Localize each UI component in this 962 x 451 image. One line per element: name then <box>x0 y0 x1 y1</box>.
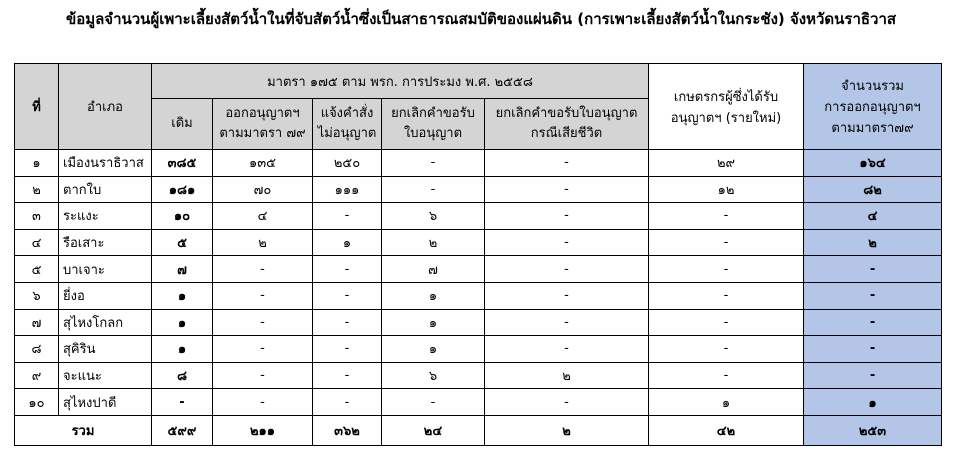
cell-total: - <box>804 282 942 309</box>
cell-issued: - <box>213 362 313 389</box>
table-row <box>15 256 942 283</box>
header-issued-line-2: ตามมาตรา ๗๙ <box>219 126 306 141</box>
cell-new: - <box>649 229 804 256</box>
cell-died: - <box>485 336 649 363</box>
data-table <box>14 63 942 446</box>
total-issued: ๒๑๑ <box>213 415 313 445</box>
cell-no: ๙ <box>15 362 59 389</box>
cell-new: - <box>649 256 804 283</box>
cell-died: - <box>485 389 649 416</box>
header-new <box>649 64 804 150</box>
cell-cancelled: ๗ <box>382 256 485 283</box>
header-died-line-1: ยกเลิกคำขอรับใบอนุญาต <box>495 106 638 121</box>
cell-original: ๓๘๕ <box>152 150 213 177</box>
table-row <box>15 229 942 256</box>
cell-died: - <box>485 282 649 309</box>
header-new-line-1: เกษตรกรผู้ซึ่งได้รับ <box>673 89 779 105</box>
header-notified-line-1: แจ้งคำสั่ง <box>320 106 374 121</box>
cell-original: ๑ <box>152 282 213 309</box>
cell-notified: - <box>313 256 382 283</box>
cell-new: - <box>649 309 804 336</box>
cell-notified: ๑๑๑ <box>313 176 382 203</box>
total-total: ๒๕๓ <box>804 415 942 445</box>
cell-notified: ๑ <box>313 229 382 256</box>
cell-cancelled: ๑ <box>382 336 485 363</box>
cell-notified: - <box>313 203 382 230</box>
cell-cancelled: ๖ <box>382 203 485 230</box>
table-row <box>15 203 942 230</box>
totals-label: รวม <box>15 415 152 445</box>
cell-notified: - <box>313 389 382 416</box>
cell-new: - <box>649 336 804 363</box>
cell-died: - <box>485 150 649 177</box>
header-district: อำเภอ <box>59 64 152 150</box>
header-died-line-2: กรณีเสียชีวิต <box>530 126 603 141</box>
cell-cancelled: ๑ <box>382 282 485 309</box>
header-notified <box>313 99 382 150</box>
cell-died: - <box>485 203 649 230</box>
cell-original: ๕ <box>152 229 213 256</box>
cell-total: - <box>804 256 942 283</box>
cell-new: ๑๒ <box>649 176 804 203</box>
cell-cancelled: - <box>382 176 485 203</box>
cell-notified: - <box>313 309 382 336</box>
cell-no: ๘ <box>15 336 59 363</box>
cell-issued: ๗๐ <box>213 176 313 203</box>
cell-notified: - <box>313 282 382 309</box>
cell-district: เมืองนราธิวาส <box>59 150 152 177</box>
cell-district: รือเสาะ <box>59 229 152 256</box>
cell-total: ๑ <box>804 389 942 416</box>
cell-died: - <box>485 176 649 203</box>
cell-issued: ๒ <box>213 229 313 256</box>
cell-total: ๔ <box>804 203 942 230</box>
header-original: เดิม <box>152 99 213 150</box>
header-cancelled-line-1: ยกเลิกคำขอรับ <box>391 106 475 121</box>
cell-district: สุไหงโกลก <box>59 309 152 336</box>
table-row <box>15 150 942 177</box>
cell-original: - <box>152 389 213 416</box>
cell-no: ๗ <box>15 309 59 336</box>
cell-no: ๒ <box>15 176 59 203</box>
cell-issued: - <box>213 256 313 283</box>
total-new: ๔๒ <box>649 415 804 445</box>
cell-no: ๖ <box>15 282 59 309</box>
cell-district: จะแนะ <box>59 362 152 389</box>
cell-original: ๗ <box>152 256 213 283</box>
cell-cancelled: ๖ <box>382 362 485 389</box>
cell-issued: ๔ <box>213 203 313 230</box>
cell-no: ๓ <box>15 203 59 230</box>
cell-original: ๑ <box>152 309 213 336</box>
cell-district: ตากใบ <box>59 176 152 203</box>
cell-original: ๑ <box>152 336 213 363</box>
page-title: ข้อมูลจำนวนผู้เพาะเลี้ยงสัตว์น้ำในที่จับสัตว์น้ำซึ่งเป็นสาธารณสมบัติของแผ่นดิน (การเพาะเลี้ยงสัตว์น้ำในกระชัง) จังหวัดนราธิวาส <box>65 10 897 28</box>
cell-district: ระแงะ <box>59 203 152 230</box>
table-row <box>15 309 942 336</box>
cell-no: ๑๐ <box>15 389 59 416</box>
cell-cancelled: - <box>382 389 485 416</box>
cell-original: ๘ <box>152 362 213 389</box>
cell-new: - <box>649 203 804 230</box>
cell-died: ๒ <box>485 362 649 389</box>
cell-issued: - <box>213 389 313 416</box>
cell-notified: - <box>313 336 382 363</box>
header-total-line-1: จำนวนรวม <box>841 79 904 94</box>
cell-cancelled: - <box>382 150 485 177</box>
cell-original: ๑๘๑ <box>152 176 213 203</box>
cell-total: ๑๖๔ <box>804 150 942 177</box>
table-row <box>15 282 942 309</box>
cell-issued: ๑๓๕ <box>213 150 313 177</box>
header-total-line-3: ตามมาตรา๗๙ <box>831 121 914 136</box>
header-cancelled-line-2: ใบอนุญาต <box>403 126 463 141</box>
cell-total: - <box>804 309 942 336</box>
cell-district: ยี่งอ <box>59 282 152 309</box>
table-row <box>15 336 942 363</box>
cell-died: - <box>485 256 649 283</box>
cell-died: - <box>485 309 649 336</box>
header-issued <box>213 99 313 150</box>
cell-total: - <box>804 362 942 389</box>
cell-notified: ๒๕๐ <box>313 150 382 177</box>
cell-no: ๑ <box>15 150 59 177</box>
cell-died: - <box>485 229 649 256</box>
cell-issued: - <box>213 309 313 336</box>
total-died: ๒ <box>485 415 649 445</box>
header-total-line-2: การออกอนุญาตฯ <box>824 100 921 115</box>
cell-original: ๑๐ <box>152 203 213 230</box>
cell-total: ๘๒ <box>804 176 942 203</box>
cell-no: ๔ <box>15 229 59 256</box>
cell-notified: - <box>313 362 382 389</box>
header-no: ที่ <box>15 64 59 150</box>
table-row <box>15 389 942 416</box>
cell-new: ๒๙ <box>649 150 804 177</box>
cell-new: - <box>649 282 804 309</box>
cell-district: บาเจาะ <box>59 256 152 283</box>
header-cancelled <box>382 99 485 150</box>
cell-cancelled: ๑ <box>382 309 485 336</box>
header-new-line-2: อนุญาตฯ (รายใหม่) <box>670 110 782 126</box>
total-cancelled: ๒๔ <box>382 415 485 445</box>
cell-issued: - <box>213 282 313 309</box>
header-issued-line-1: ออกอนุญาตฯ <box>225 106 300 121</box>
header-notified-line-2: ไม่อนุญาต <box>317 126 377 141</box>
cell-total: ๒ <box>804 229 942 256</box>
header-died <box>485 99 649 150</box>
cell-district: สุไหงปาดี <box>59 389 152 416</box>
cell-no: ๕ <box>15 256 59 283</box>
cell-issued: - <box>213 336 313 363</box>
header-group: มาตรา ๑๗๕ ตาม พรก. การประมง พ.ศ. ๒๕๕๘ <box>152 64 649 99</box>
header-total <box>804 64 942 150</box>
cell-district: สุคิริน <box>59 336 152 363</box>
cell-new: - <box>649 362 804 389</box>
cell-cancelled: ๒ <box>382 229 485 256</box>
cell-total: - <box>804 336 942 363</box>
total-original: ๕๙๙ <box>152 415 213 445</box>
total-notified: ๓๖๒ <box>313 415 382 445</box>
totals-row <box>15 415 942 445</box>
table-row <box>15 362 942 389</box>
cell-new: ๑ <box>649 389 804 416</box>
table-row <box>15 176 942 203</box>
